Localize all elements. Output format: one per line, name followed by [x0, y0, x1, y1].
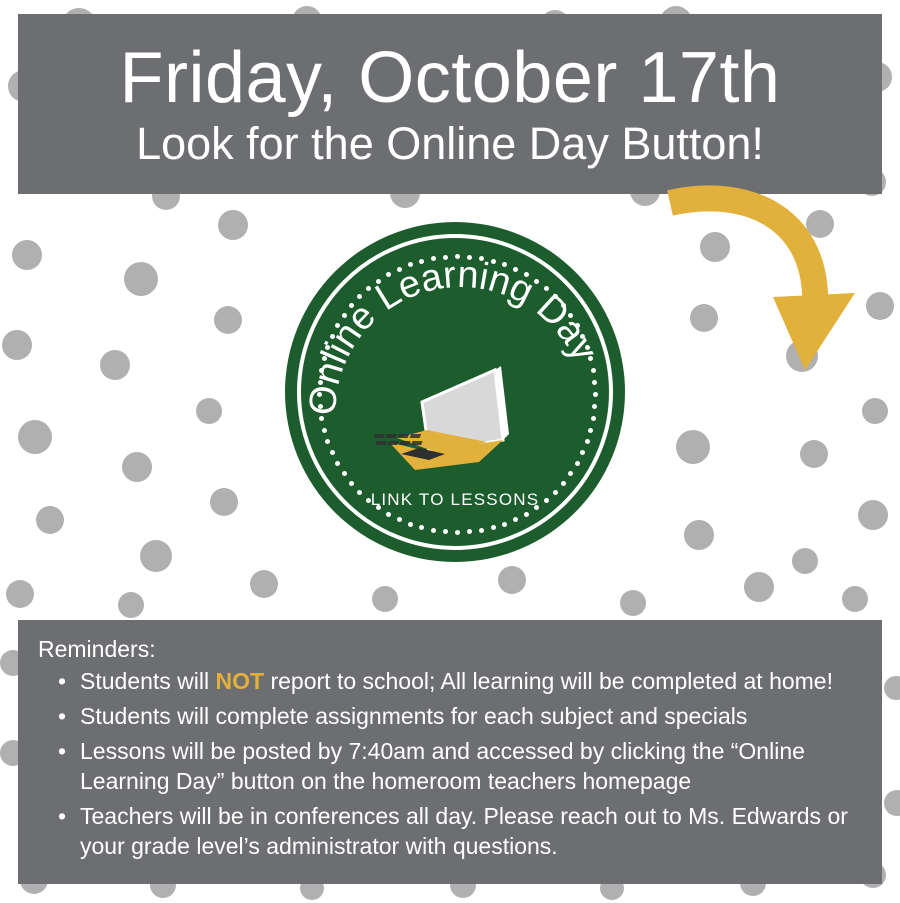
reminders-list — [36, 666, 864, 861]
online-learning-day-badge[interactable] — [285, 222, 625, 562]
reminder-text-post: report to school; All learning will be completed at home! — [264, 668, 833, 694]
page-subtitle: Look for the Online Day Button! — [136, 118, 764, 169]
list-item — [76, 701, 864, 731]
curved-arrow-icon — [655, 185, 855, 400]
reminder-text-pre: Students will — [80, 668, 216, 694]
reminder-text-pre: Lessons will be posted by 7:40am and accessed by clicking the “Online Learning Day” button on the homeroom teachers homepage — [80, 738, 805, 794]
reminder-text-pre: Teachers will be in conferences all day. Please reach out to Ms. Edwards or your grade level’s administrator with questions. — [80, 803, 848, 859]
reminder-text-pre: Students will complete assignments for each subject and specials — [80, 703, 748, 729]
list-item — [76, 801, 864, 861]
reminders-title: Reminders: — [38, 636, 156, 662]
page-title: Friday, October 17th — [119, 38, 781, 118]
header-banner — [18, 14, 882, 194]
list-item — [76, 736, 864, 796]
list-item — [76, 666, 864, 696]
reminders-panel — [18, 620, 882, 884]
badge-arc-label: Online Learning Day — [301, 253, 606, 417]
reminder-highlight: NOT — [215, 668, 265, 694]
badge-caption: LINK TO LESSONS — [370, 490, 540, 509]
laptop-icon — [367, 330, 547, 480]
